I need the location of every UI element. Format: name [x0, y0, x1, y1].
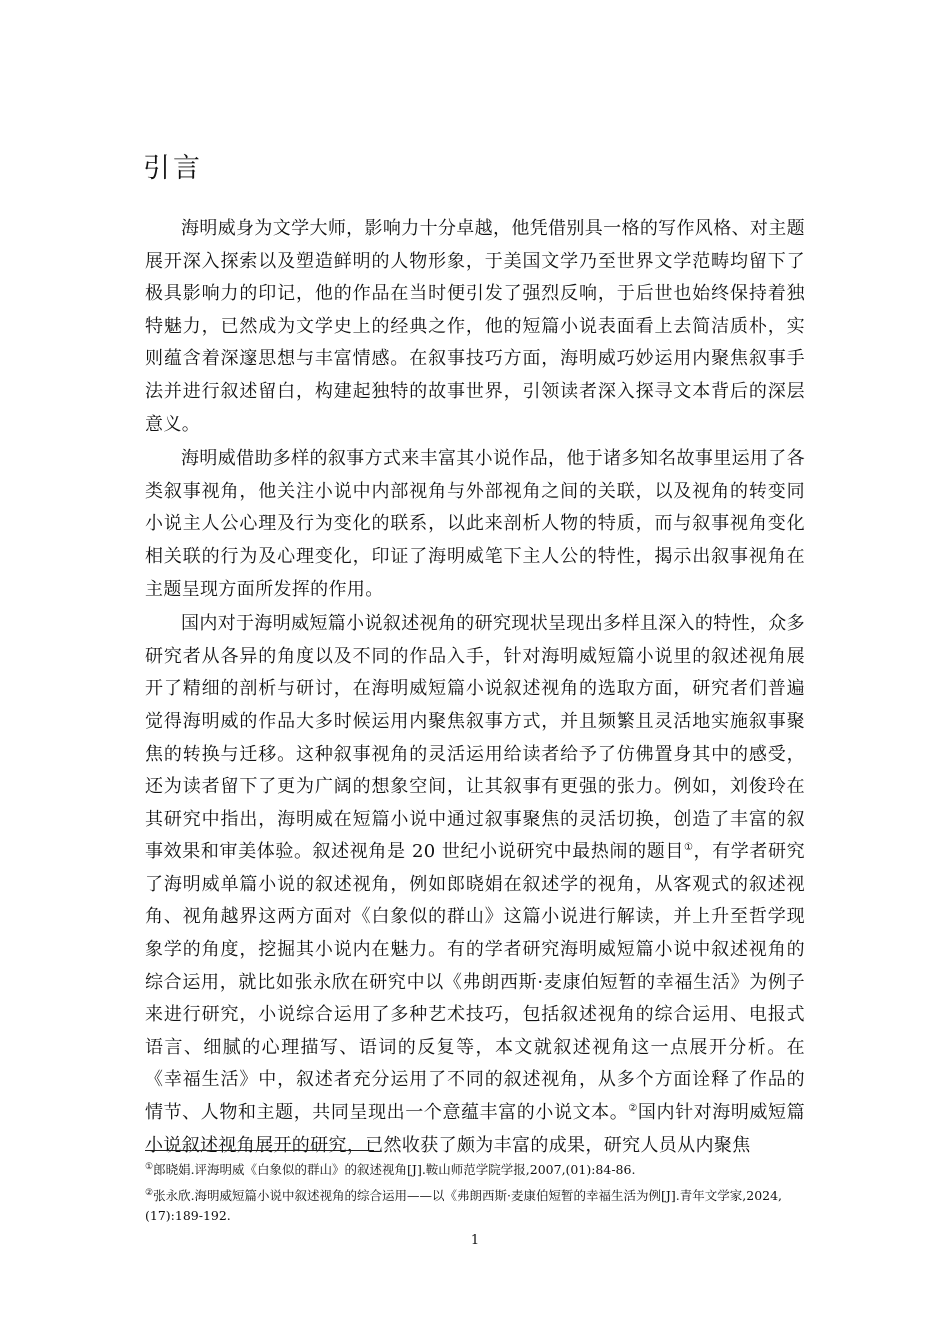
- paragraph-3-text-start: 国内对于海明威短篇小说叙述视角的研究现状呈现出多样且深入的特性，众多研究者从各异的角度以及不同的作品入手，针对海明威短篇小说里的叙述视角展开了精细的剖析与研讨，在海明威短篇小说叙述视角的选取方面，研究者们普遍觉得海明威的作品大多时候运用内聚焦叙事方式，并且频繁且灵活地实施叙事聚焦的转换与迁移。这种叙事视角的灵活运用给读者给予了仿佛置身其中的感受，还为读者留下了更为广阔的想象空间，让其叙事有更强的张力。例如，刘俊玲在其研究中指出，海明威在短篇小说中通过叙事聚焦的灵活切换，创造了丰富的叙事效果和审美体验。叙述视角是 20 世纪小说研究中最热闹的题目: [145, 613, 805, 863]
- paragraph-2: [145, 443, 805, 606]
- paragraph-2-text: 海明威借助多样的叙事方式来丰富其小说作品，他于诸多知名故事里运用了各类叙事视角，他关注小说中内部视角与外部视角之间的关联，以及视角的转变同小说主人公心理及行为变化的联系，以此来剖析人物的特质，而与叙事视角变化相关联的行为及心理变化，印证了海明威笔下主人公的特性，揭示出叙事视角在主题呈现方面所发挥的作用。: [145, 448, 805, 600]
- footnote-ref-1[interactable]: ①: [683, 842, 694, 854]
- body-text: [145, 213, 805, 1162]
- footnote-1-text: 郎晓娟.评海明威《白象似的群山》的叙述视角[J].鞍山师范学院学报,2007,(01):84-86.: [153, 1162, 636, 1177]
- footnote-1-mark: ①: [145, 1161, 154, 1172]
- paragraph-1-text: 海明威身为文学大师，影响力十分卓越，他凭借别具一格的写作风格、对主题展开深入探索以及塑造鲜明的人物形象，于美国文学乃至世界文学范畴均留下了极具影响力的印记，他的作品在当时便引发了强烈反响，于后世也始终保持着独特魅力，已然成为文学史上的经典之作，他的短篇小说表面看上去简洁质朴，实则蕴含着深邃思想与丰富情感。在叙事技巧方面，海明威巧妙运用内聚焦叙事手法并进行叙述留白，构建起独特的故事世界，引领读者深入探寻文本背后的深层意义。: [145, 218, 805, 435]
- paragraph-3: [145, 608, 805, 1162]
- footnote-2-mark: ②: [145, 1187, 154, 1198]
- paragraph-1: [145, 213, 805, 441]
- footnote-ref-2[interactable]: ②: [628, 1103, 638, 1115]
- footnote-2: [145, 1186, 805, 1226]
- footnote-divider: [145, 1150, 374, 1151]
- footnote-2-text: 张永欣.海明威短篇小说中叙述视角的综合运用——以《弗朗西斯·麦康伯短暂的幸福生活为例[J].青年文学家,2024,(17):189-192.: [145, 1188, 783, 1223]
- paragraph-3-text-middle: ，有学者研究了海明威单篇小说的叙述视角，例如郎晓娟在叙述学的视角，从客观式的叙述视角、视角越界这两方面对《白象似的群山》这篇小说进行解读，并上升至哲学现象学的角度，挖掘其小说内在魅力。有的学者研究海明威短篇小说中叙述视角的综合运用，就比如张永欣在研究中以《弗朗西斯·麦康伯短暂的幸福生活》为例子来进行研究，小说综合运用了多种艺术技巧，包括叙述视角的综合运用、电报式语言、细腻的心理描写、语词的反复等，本文就叙述视角这一点展开分析。在《幸福生活》中，叙述者充分运用了不同的叙述视角，从多个方面诠释了作品的情节、人物和主题，共同呈现出一个意蕴丰富的小说文本。: [145, 841, 805, 1124]
- page-number: 1: [470, 1233, 480, 1248]
- footnote-1: [145, 1160, 805, 1180]
- paragraph-3-text-end: 国内针对海明威短篇小说叙述视角展开的研究，已然收获了颇为丰富的成果，研究人员从内聚焦: [145, 1102, 805, 1156]
- footnotes: [145, 1160, 805, 1232]
- section-heading: 引言: [143, 153, 203, 184]
